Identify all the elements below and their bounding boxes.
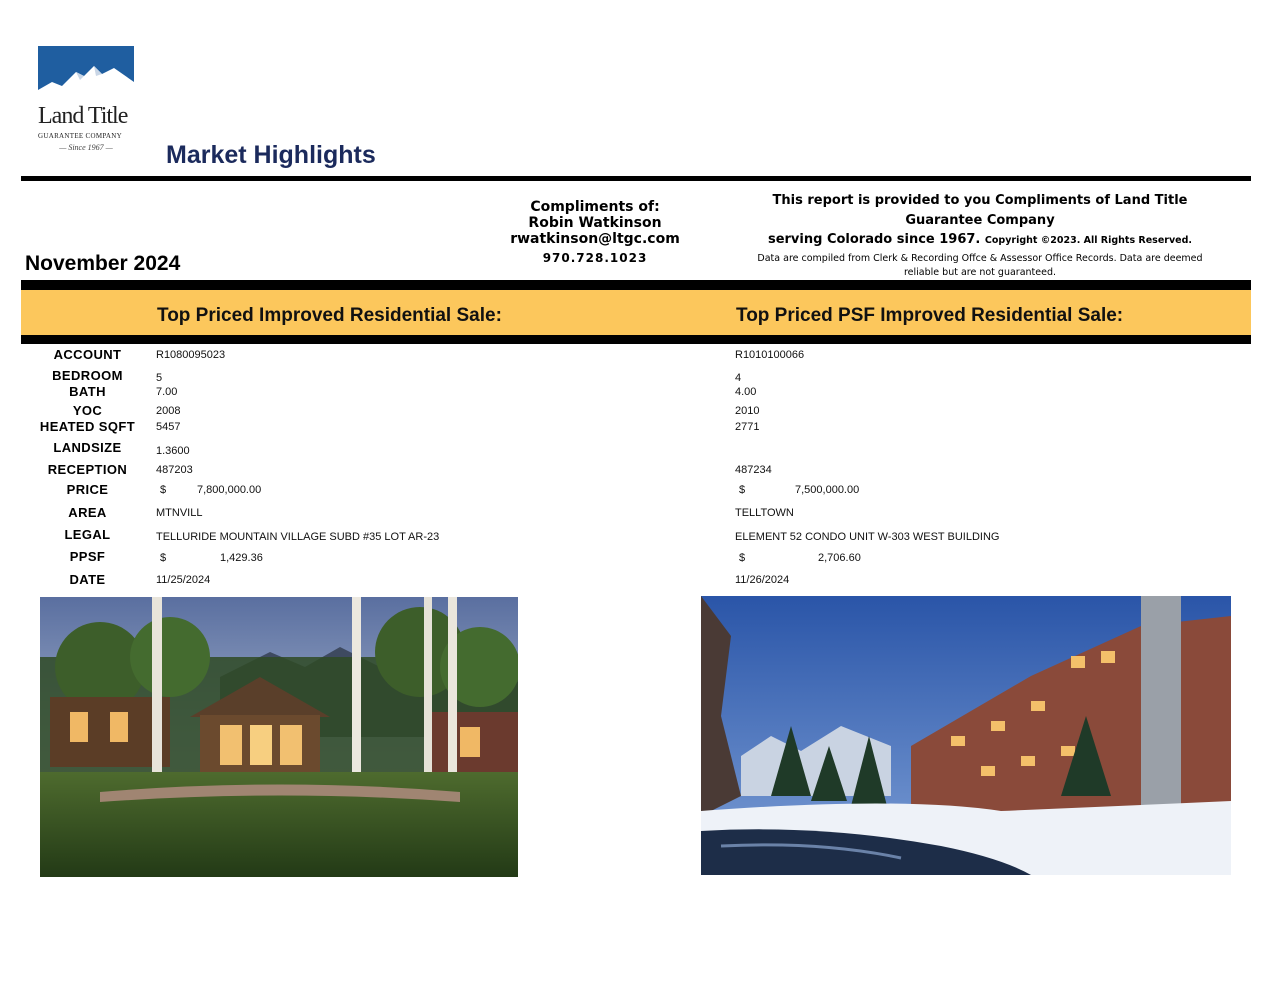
left-price-symbol: $ bbox=[160, 484, 167, 496]
right-heated-sqft: 2771 bbox=[735, 421, 760, 433]
report-disclaimer: Data are compiled from Clerk & Recording Offce & Assessor Office Records. Data are deemed reliable but are not guaranteed. bbox=[757, 253, 1203, 278]
right-yoc: 2010 bbox=[735, 405, 760, 417]
left-property-photo bbox=[40, 597, 518, 877]
label-ppsf: PPSF bbox=[69, 549, 106, 564]
left-ppsf: 1,429.36 bbox=[220, 552, 263, 564]
label-bath: BATH bbox=[69, 384, 106, 399]
left-bedroom: 5 bbox=[156, 372, 163, 384]
left-yoc: 2008 bbox=[156, 405, 181, 417]
right-area: TELLTOWN bbox=[735, 507, 794, 519]
agent-email: rwatkinson@ltgc.com bbox=[510, 231, 680, 247]
agent-phone: 970.728.1023 bbox=[542, 251, 648, 265]
page-title: Market Highlights bbox=[166, 141, 376, 169]
right-bedroom: 4 bbox=[735, 372, 742, 384]
logo-name: Land Title bbox=[38, 103, 128, 129]
report-line1: This report is provided to you Compliments of Land Title Guarantee Company bbox=[772, 193, 1188, 228]
right-ppsf-symbol: $ bbox=[739, 552, 746, 564]
right-price-symbol: $ bbox=[739, 484, 746, 496]
right-property-photo bbox=[701, 596, 1231, 875]
left-price: 7,800,000.00 bbox=[197, 484, 262, 496]
right-account: R1010100066 bbox=[735, 349, 805, 361]
compliments-block bbox=[480, 199, 710, 266]
compliments-heading: Compliments of: bbox=[530, 199, 660, 215]
label-landsize: LANDSIZE bbox=[53, 440, 122, 455]
left-date: 11/25/2024 bbox=[156, 574, 211, 586]
label-yoc: YOC bbox=[72, 403, 103, 418]
label-date: DATE bbox=[69, 572, 106, 587]
agent-name: Robin Watkinson bbox=[528, 215, 662, 231]
right-section-title: Top Priced PSF Improved Residential Sale: bbox=[736, 305, 1124, 326]
left-account: R1080095023 bbox=[156, 349, 226, 361]
left-section-title: Top Priced Improved Residential Sale: bbox=[157, 305, 502, 326]
left-legal: TELLURIDE MOUNTAIN VILLAGE SUBD #35 LOT AR-23 bbox=[156, 531, 440, 543]
report-line2 bbox=[740, 231, 1220, 250]
right-date: 11/26/2024 bbox=[735, 574, 790, 586]
logo-since-text: Since 1967 bbox=[68, 143, 104, 152]
report-copyright: Copyright ©2023. All Rights Reserved. bbox=[984, 235, 1193, 246]
top-divider bbox=[21, 176, 1251, 181]
logo-since: — Since 1967 — bbox=[59, 143, 113, 152]
report-serving: serving Colorado since 1967. bbox=[767, 232, 981, 247]
right-legal: ELEMENT 52 CONDO UNIT W-303 WEST BUILDING bbox=[735, 531, 1000, 543]
report-notice bbox=[740, 191, 1220, 280]
company-logo bbox=[38, 46, 138, 156]
band-bottom-divider bbox=[21, 335, 1251, 344]
left-reception: 487203 bbox=[156, 464, 193, 476]
label-account: ACCOUNT bbox=[53, 347, 122, 362]
left-landsize: 1.3600 bbox=[156, 445, 190, 457]
label-area: AREA bbox=[68, 505, 107, 520]
label-heated-sqft: HEATED SQFT bbox=[39, 419, 136, 434]
section-band bbox=[21, 290, 1251, 335]
logo-subtitle: GUARANTEE COMPANY bbox=[38, 132, 122, 140]
right-reception: 487234 bbox=[735, 464, 772, 476]
right-ppsf: 2,706.60 bbox=[818, 552, 861, 564]
band-top-divider bbox=[21, 280, 1251, 290]
left-ppsf-symbol: $ bbox=[160, 552, 167, 564]
left-bath: 7.00 bbox=[156, 386, 178, 398]
right-bath: 4.00 bbox=[735, 386, 757, 398]
label-reception: RECEPTION bbox=[47, 462, 128, 477]
mountain-logo-icon bbox=[38, 46, 134, 102]
report-month: November 2024 bbox=[25, 252, 181, 275]
label-price: PRICE bbox=[66, 482, 109, 497]
left-heated-sqft: 5457 bbox=[156, 421, 181, 433]
label-legal: LEGAL bbox=[64, 527, 111, 542]
left-area: MTNVILL bbox=[156, 507, 203, 519]
right-price: 7,500,000.00 bbox=[795, 484, 860, 496]
label-bedroom: BEDROOM bbox=[52, 368, 123, 383]
